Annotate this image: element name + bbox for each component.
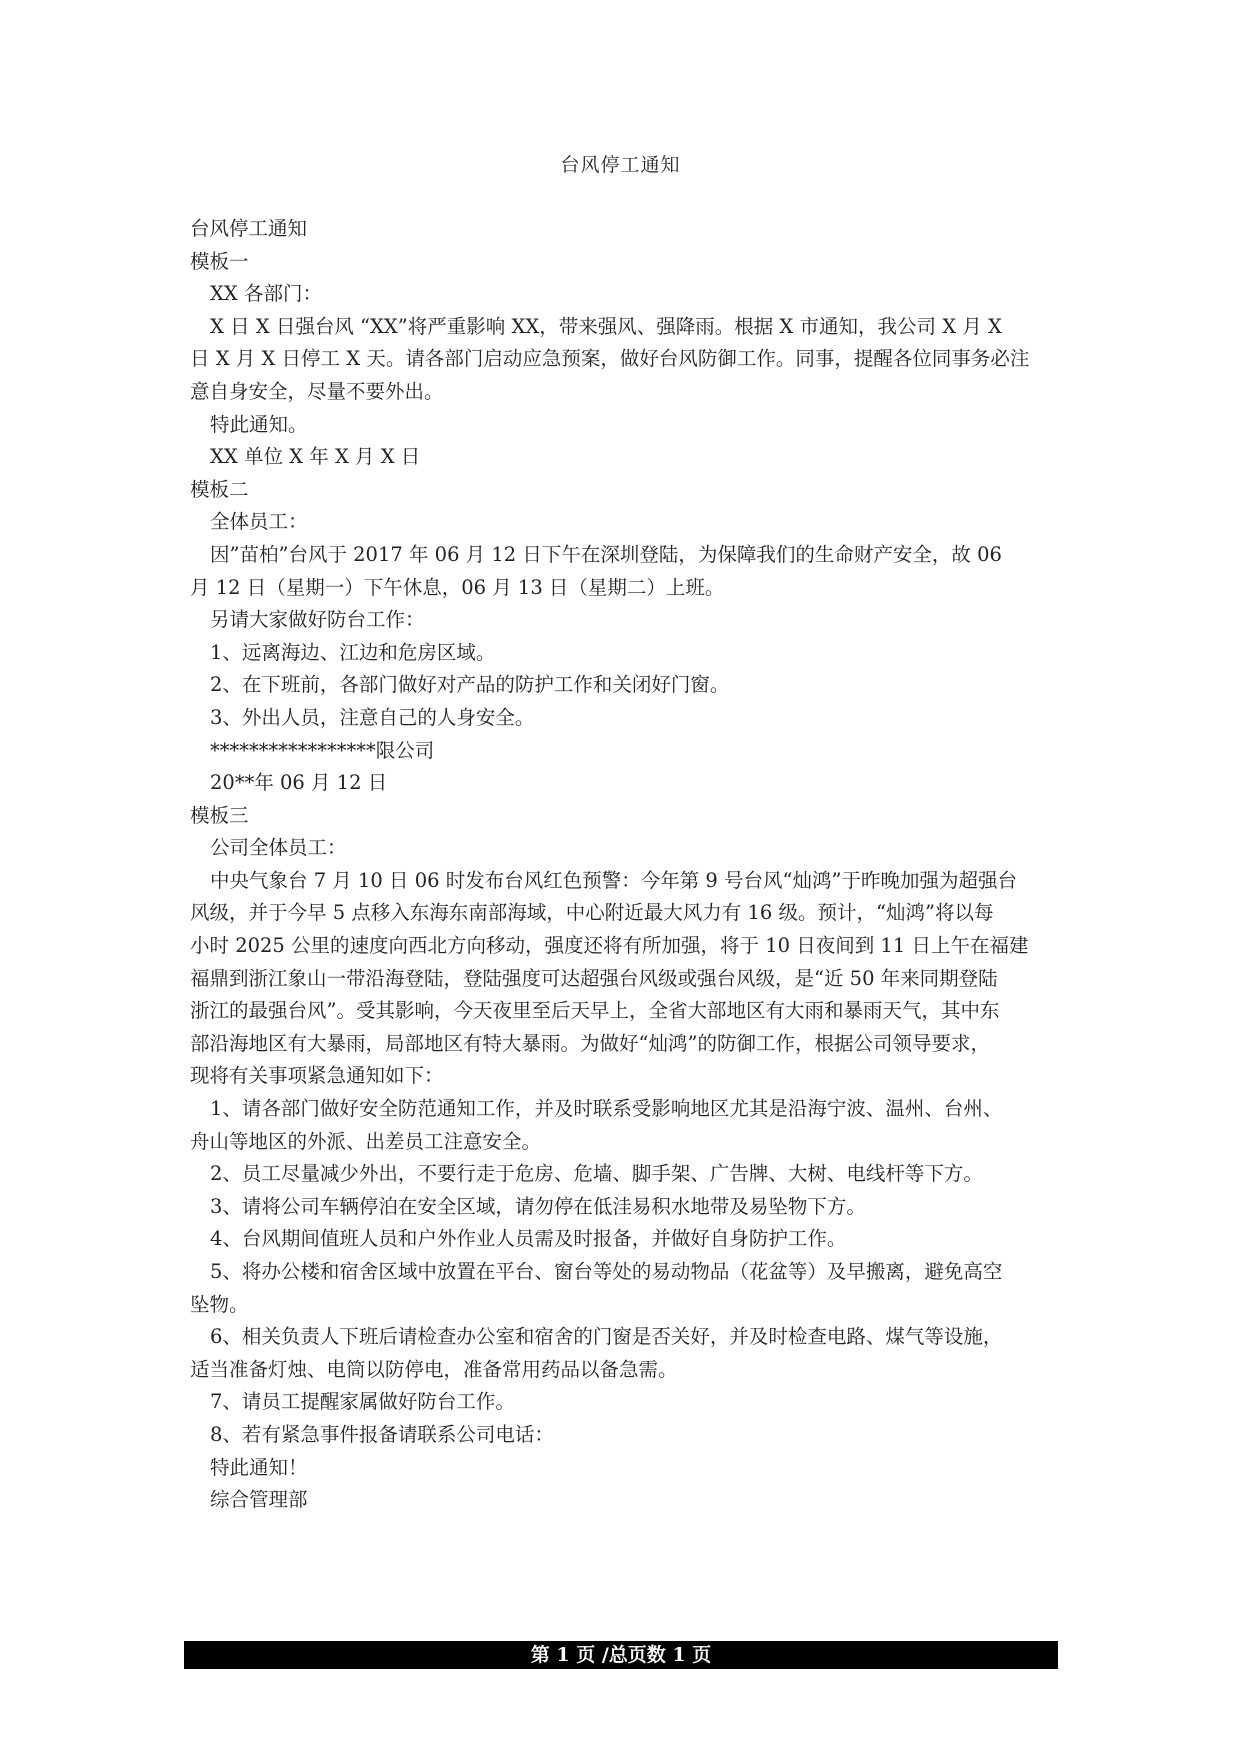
body-line: 浙江的最强台风”。受其影响，今天夜里至后天早上，全省大部地区有大雨和暴雨天气，其中东 (190, 999, 1000, 1023)
body-line: 公司全体员工： (210, 836, 347, 860)
body-line: 1、请各部门做好安全防范通知工作，并及时联系受影响地区尤其是沿海宁波、温州、台州、 (210, 1097, 1003, 1121)
page-number-label: 第 1 页 /总页数 1 页 (530, 1644, 712, 1666)
body-line: 5、将办公楼和宿舍区域中放置在平台、窗台等处的易动物品（花盆等）及早搬离，避免高空 (210, 1260, 1003, 1283)
body-line: 意自身安全，尽量不要外出。 (190, 379, 444, 403)
body-line: XX 各部门： (210, 282, 322, 306)
body-line: 台风停工通知 (190, 217, 308, 240)
body-line: 综合管理部 (210, 1488, 308, 1512)
body-line: 风级，并于今早 5 点移入东海东南部海域，中心附近最大风力有 16 级。预计，“灿鸿”将以每 (190, 901, 994, 925)
body-line: 模板二 (190, 477, 249, 501)
body-line: 特此通知。 (210, 412, 308, 436)
body-line: 现将有关事项紧急通知如下： (190, 1064, 444, 1088)
document-body (190, 213, 1060, 1517)
body-line: 2、在下班前，各部门做好对产品的防护工作和关闭好门窗。 (210, 673, 730, 697)
body-line: 1、远离海边、江边和危房区域。 (210, 640, 496, 664)
body-line: 7、请员工提醒家属做好防台工作。 (210, 1390, 515, 1414)
body-line: 因”苗柏”台风于 2017 年 06 月 12 日下午在深圳登陆，为保障我们的生命财产安全，故 06 (210, 542, 1002, 566)
body-line: 模板三 (190, 803, 249, 827)
body-line: 适当准备灯烛、电筒以防停电，准备常用药品以备急需。 (190, 1357, 678, 1381)
body-line: 2、员工尽量减少外出，不要行走于危房、危墙、脚手架、广告牌、大树、电线杆等下方。 (210, 1162, 983, 1186)
body-line: 3、请将公司车辆停泊在安全区域，请勿停在低洼易积水地带及易坠物下方。 (210, 1194, 866, 1218)
body-line: 小时 2025 公里的速度向西北方向移动，强度还将有所加强，将于 10 日夜间到 11 日上午在福建 (190, 934, 1029, 958)
body-line: *****************限公司 (210, 738, 435, 762)
page-footer (184, 1641, 1058, 1669)
body-line: 福鼎到浙江象山一带沿海登陆，登陆强度可达超强台风级或强台风级，是“近 50 年来同期登陆 (190, 966, 998, 990)
body-line: 部沿海地区有大暴雨，局部地区有特大暴雨。为做好“灿鸿”的防御工作，根据公司领导要求， (190, 1031, 990, 1055)
body-line: 模板一 (190, 249, 249, 273)
body-line: 20**年 06 月 12 日 (210, 771, 388, 795)
body-line: 舟山等地区的外派、出差员工注意安全。 (190, 1129, 542, 1153)
body-line: 月 12 日（星期一）下午休息，06 月 13 日（星期二）上班。 (190, 575, 725, 599)
body-line: 坠物。 (190, 1292, 249, 1316)
body-line: 4、台风期间值班人员和户外作业人员需及时报备，并做好自身防护工作。 (210, 1227, 847, 1251)
body-line: X 日 X 日强台风 “XX”将严重影响 XX，带来强风、强降雨。根据 X 市通知，我公司 X 月 X (210, 314, 1002, 338)
document-title: 台风停工通知 (560, 154, 681, 176)
body-line: XX 单位 X 年 X 月 X 日 (210, 445, 421, 469)
body-line: 3、外出人员，注意自己的人身安全。 (210, 705, 535, 729)
body-line: 特此通知！ (210, 1455, 308, 1479)
body-line: 另请大家做好防台工作： (210, 608, 425, 632)
body-line: 6、相关负责人下班后请检查办公室和宿舍的门窗是否关好，并及时检查电路、煤气等设施， (210, 1325, 1003, 1349)
body-line: 中央气象台 7 月 10 日 06 时发布台风红色预警：今年第 9 号台风“灿鸿”于昨晚加强为超强台 (210, 868, 1017, 892)
body-line: 全体员工： (210, 510, 308, 534)
body-line: 8、若有紧急事件报备请联系公司电话： (210, 1422, 554, 1446)
body-line: 日 X 月 X 日停工 X 天。请各部门启动应急预案，做好台风防御工作。同事，提醒各位同事务必注 (190, 347, 1030, 371)
